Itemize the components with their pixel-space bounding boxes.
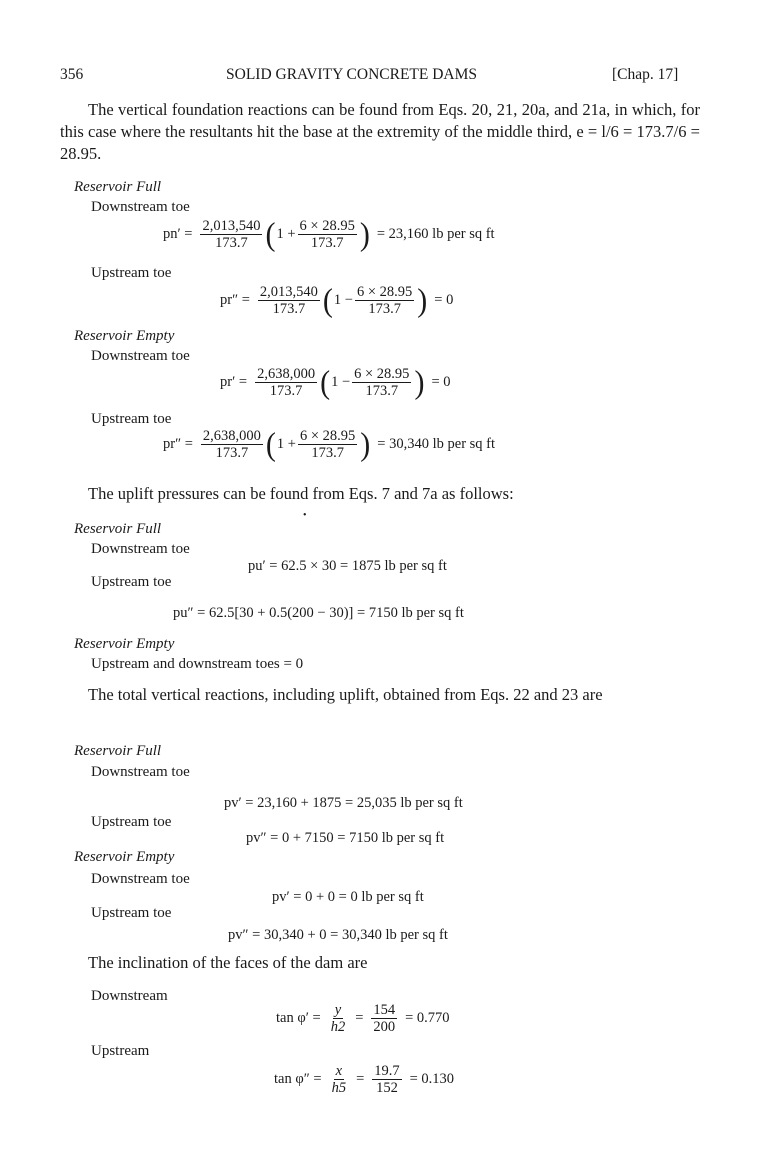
label-downstream-toe: Downstream toe (91, 199, 190, 215)
heading-reservoir-full: Reservoir Full (74, 179, 162, 195)
equation-pv-double-prime: pv″ = 0 + 7150 = 7150 lb per sq ft (246, 830, 445, 846)
paragraph-foundation-reactions: The vertical foundation reactions can be found from Eqs. 20, 21, 20a, and 21a, in which, for this case where the resultants hit the base at the extremity of the middle third, e = l/6 = 173.7/6 = 28.95. (60, 100, 700, 163)
label-upstream-toe: Upstream toe (91, 814, 172, 830)
equation-pr-prime: pr′ = $\frac{2,638,000}{173.7}$ ( 1 − $\frac{6 \times 28.95}{173.7}$ ) = 0 (220, 363, 451, 401)
paragraph-uplift: The uplift pressures can be found from Eqs. 7 and 7a as follows: (88, 484, 514, 503)
heading-reservoir-full: Reservoir Full (74, 743, 162, 759)
heading-reservoir-empty: Reservoir Empty (74, 328, 175, 344)
label-upstream: Upstream (91, 1043, 150, 1059)
page-number: 356 (60, 66, 84, 83)
equation-pu-double-prime: pu″ = 62.5[30 + 0.5(200 − 30)] = 7150 lb per sq ft (173, 605, 464, 621)
equation-pv-prime: pv′ = 23,160 + 1875 = 25,035 lb per sq ft (224, 795, 463, 811)
heading-reservoir-full: Reservoir Full (74, 521, 162, 537)
label-downstream-toe: Downstream toe (91, 348, 190, 364)
stray-dot: • (303, 510, 307, 521)
label-upstream-toe: Upstream toe (91, 265, 172, 281)
paragraph-inclination: The inclination of the faces of the dam are (88, 953, 368, 972)
heading-reservoir-empty: Reservoir Empty (74, 849, 175, 865)
equation-pv-double-prime-empty: pv″ = 30,340 + 0 = 30,340 lb per sq ft (228, 927, 448, 943)
equation-pr-double-prime: pr″ = $\frac{2,013,540}{173.7}$ ( 1 − $\frac{6 \times 28.95}{173.7}$ ) = 0 (220, 281, 454, 319)
heading-reservoir-empty: Reservoir Empty (74, 636, 175, 652)
label-downstream: Downstream (91, 988, 168, 1004)
label-upstream-toe: Upstream toe (91, 411, 172, 427)
label-upstream-downstream-toes: Upstream and downstream toes = 0 (91, 656, 304, 672)
eq-lhs: pn′ = (163, 226, 193, 242)
equation-tan-phi-prime: tan φ′ = $\frac{y}{h2}$ = $\frac{154}{200}$ = 0.770 (276, 1002, 450, 1035)
label-downstream-toe: Downstream toe (91, 764, 190, 780)
label-downstream-toe: Downstream toe (91, 871, 190, 887)
equation-pn-prime: pn′ = $\frac{2,013,540}{173.7}$ ( 1 + $\frac{6 \times 28.95}{173.7}$ ) = 23,160 lb per sq ft (163, 215, 495, 253)
inner-fraction: $\frac{6 \times 28.95}{173.7}$ (299, 218, 355, 251)
equation-tan-phi-double-prime: tan φ″ = $\frac{x}{h5}$ = $\frac{19.7}{152}$ = 0.130 (274, 1063, 455, 1096)
paragraph-total-vertical-reactions: The total vertical reactions, including uplift, obtained from Eqs. 22 and 23 are (88, 685, 603, 704)
label-downstream-toe: Downstream toe (91, 541, 190, 557)
eq-result: = 23,160 lb per sq ft (376, 226, 495, 242)
equation-pr-double-prime-empty: pr″ = $\frac{2,638,000}{173.7}$ ( 1 + $\frac{6 \times 28.95}{173.7}$ ) = 30,340 lb per sq ft (163, 425, 496, 463)
equation-pv-prime-empty: pv′ = 0 + 0 = 0 lb per sq ft (272, 889, 424, 905)
label-upstream-toe: Upstream toe (91, 905, 172, 921)
label-upstream-toe: Upstream toe (91, 574, 172, 590)
running-title: SOLID GRAVITY CONCRETE DAMS (226, 66, 478, 83)
fraction: $\frac{2,013,540}{173.7}$ (202, 218, 261, 251)
equation-pu-prime: pu′ = 62.5 × 30 = 1875 lb per sq ft (248, 558, 447, 574)
chapter-label: [Chap. 17] (612, 66, 679, 83)
